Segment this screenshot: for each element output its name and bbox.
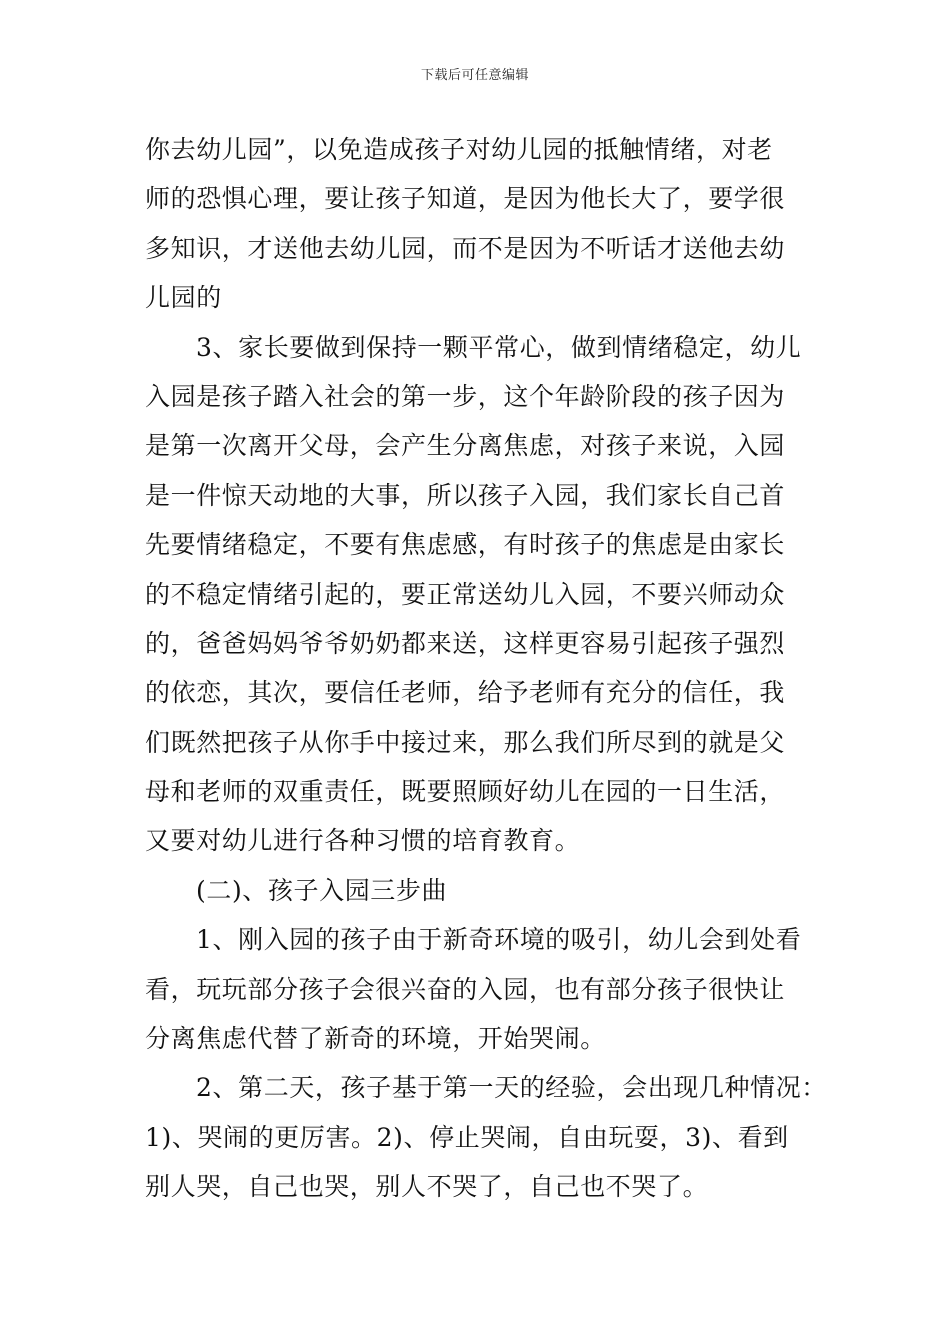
text-line: 是一件惊天动地的大事，所以孩子入园，我们家长自己首 [145,480,786,510]
text-line: 们既然把孩子从你手中接过来，那么我们所尽到的就是父 [145,727,786,757]
text-line: 1)、哭闹的更厉害。2)、停止哭闹，自由玩耍，3)、看到 [145,1122,789,1152]
text-line: 别人哭，自己也哭，别人不哭了，自己也不哭了。 [145,1172,709,1202]
text-line: 你去幼儿园”，以免造成孩子对幼儿园的抵触情绪，对老 [145,135,773,164]
text-line: 母和老师的双重责任，既要照顾好幼儿在园的一日生活， [145,777,786,807]
text-line: 的不稳定情绪引起的，要正常送幼儿入园，不要兴师动众 [145,579,786,609]
text-line: 2、第二天，孩子基于第一天的经验，会出现几种情况： [196,1073,827,1103]
text-line: 看，玩玩部分孩子会很兴奋的入园，也有部分孩子很快让 [145,974,786,1004]
text-line: 儿园的 [145,283,222,313]
text-line: 先要情绪稳定，不要有焦虑感，有时孩子的焦虑是由家长 [145,530,786,560]
text-line: 分离焦虑代替了新奇的环境，开始哭闹。 [145,1024,606,1054]
document-body [145,125,827,1212]
text-line: 多知识，才送他去幼儿园，而不是因为不听话才送他去幼 [145,233,786,263]
text-line: 入园是孩子踏入社会的第一步，这个年龄阶段的孩子因为 [145,381,786,411]
text-line: 是第一次离开父母，会产生分离焦虑，对孩子来说，入园 [145,431,786,461]
text-line: 1、刚入园的孩子由于新奇环境的吸引，幼儿会到处看 [196,925,802,955]
text-line: 的依恋，其次，要信任老师，给予老师有充分的信任，我 [145,678,786,708]
text-line: 师的恐惧心理，要让孩子知道，是因为他长大了，要学很 [145,184,786,214]
text-line: 的，爸爸妈妈爷爷奶奶都来送，这样更容易引起孩子强烈 [145,628,786,658]
text-line: 3、家长要做到保持一颗平常心，做到情绪稳定，幼儿 [196,332,802,362]
text-line: (二)、孩子入园三步曲 [196,875,448,905]
text-line: 又要对幼儿进行各种习惯的培育教育。 [145,826,581,856]
page-header: 下载后可任意编辑 [420,68,529,83]
